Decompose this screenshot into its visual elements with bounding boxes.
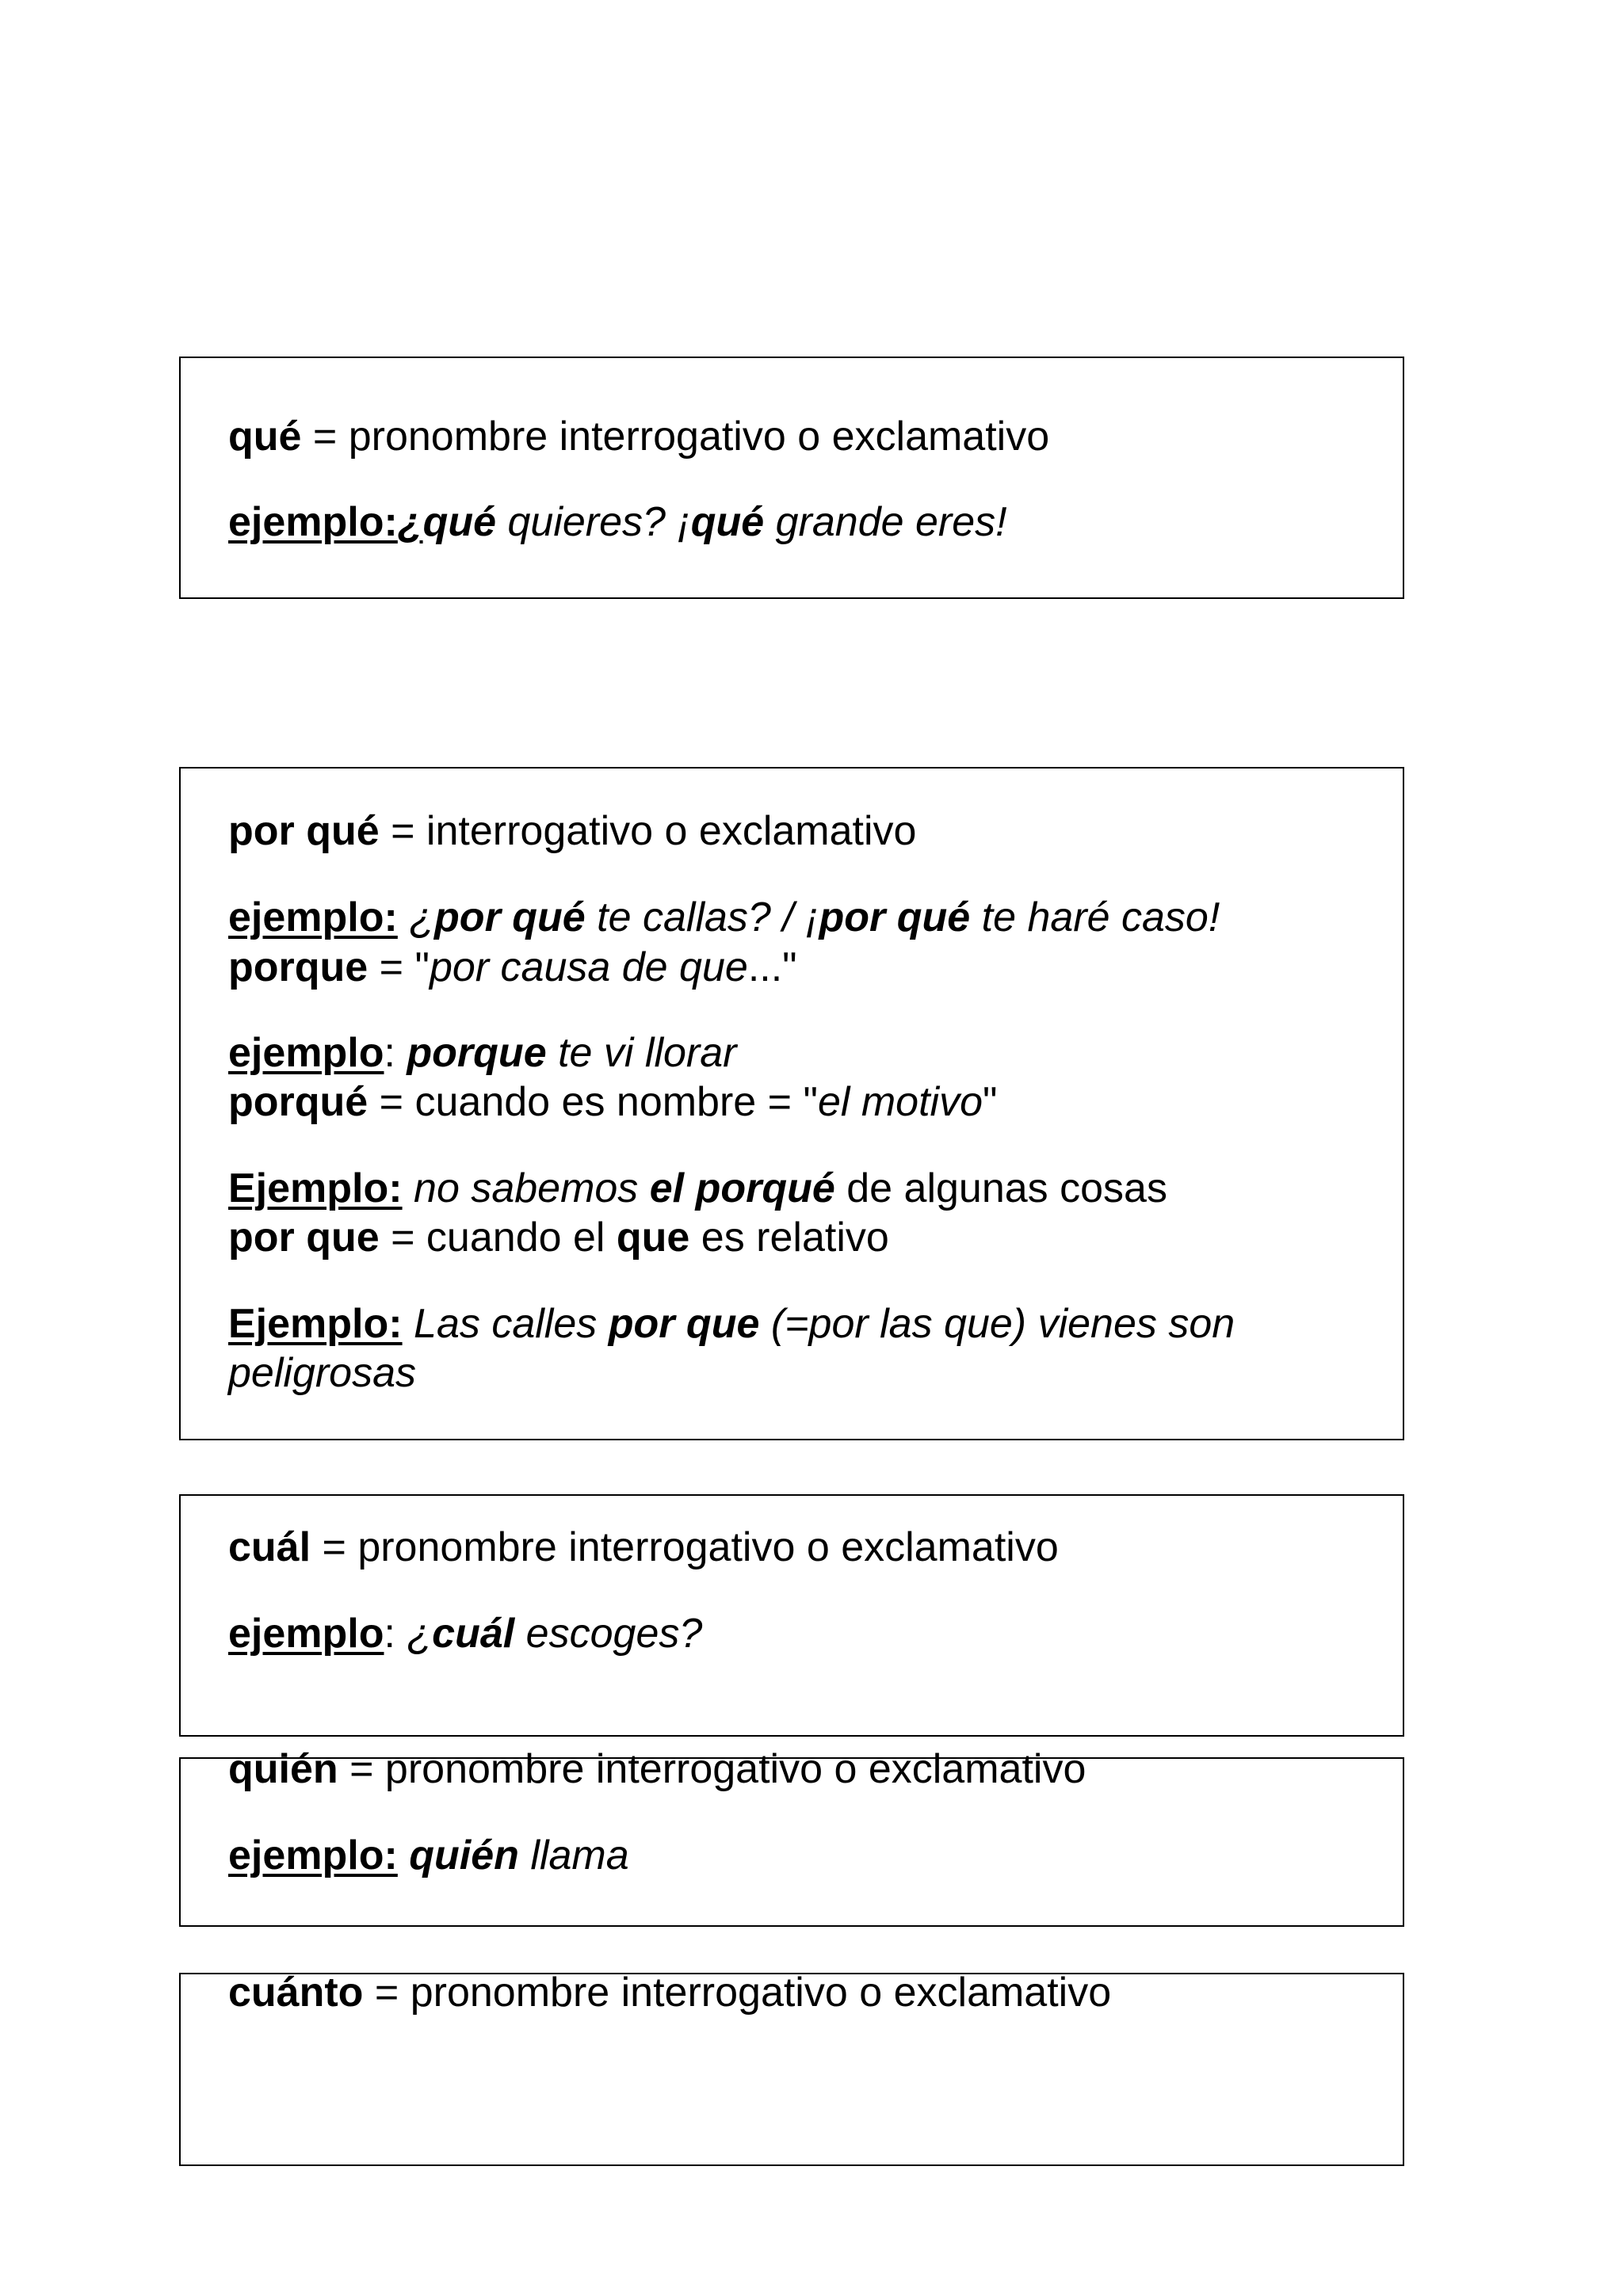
term-que: qué xyxy=(228,414,302,460)
example-mark: ¿ xyxy=(397,499,423,545)
que-definition xyxy=(228,412,1049,461)
example-keyword: por que xyxy=(608,1301,760,1347)
example-text: te vi llorar xyxy=(546,1030,737,1076)
example-text: grande eres! xyxy=(764,499,1007,545)
example-text: te haré caso! xyxy=(970,894,1220,940)
example-keyword: quién xyxy=(409,1833,519,1878)
definition-text: " xyxy=(983,1079,998,1125)
term-cuanto: cuánto xyxy=(228,1970,364,2016)
quien-example xyxy=(228,1831,629,1880)
por-que-example xyxy=(228,893,1220,942)
por-que-definition xyxy=(228,807,916,856)
example-label: Ejemplo: xyxy=(228,1301,403,1347)
porque-example xyxy=(228,1028,736,1077)
term-porque-noun: porqué xyxy=(228,1079,369,1125)
cual-example xyxy=(228,1609,702,1658)
example-label: ejemplo: xyxy=(228,894,398,940)
example-text: te callas? / ¡ xyxy=(585,894,819,940)
example-colon: : xyxy=(384,1611,407,1657)
cual-definition xyxy=(228,1523,1059,1572)
example-keyword: cuál xyxy=(432,1611,515,1657)
example-label: ejemplo: xyxy=(228,499,398,545)
definition-text: = pronombre interrogativo o exclamativo xyxy=(338,1746,1086,1792)
que-example xyxy=(228,498,1007,547)
example-text: ¿ xyxy=(397,894,435,940)
example-keyword: el porqué xyxy=(649,1165,835,1211)
porque-definition xyxy=(228,943,797,992)
example-keyword: qué xyxy=(690,499,765,545)
example-text: escoges? xyxy=(514,1611,703,1657)
example-label: ejemplo xyxy=(228,1611,384,1657)
term-cual: cuál xyxy=(228,1524,311,1570)
example-label: Ejemplo: xyxy=(228,1165,403,1211)
definition-text: = interrogativo o exclamativo xyxy=(379,808,917,854)
example-label: ejemplo xyxy=(228,1030,384,1076)
example-text: (=por las que) vienes son xyxy=(759,1301,1235,1347)
box-que xyxy=(179,357,1404,599)
term-por-que: por qué xyxy=(228,808,380,854)
definition-text: = pronombre interrogativo o exclamativo xyxy=(363,1970,1112,2016)
porque-noun-definition xyxy=(228,1077,997,1127)
term-por-que-rel: por que xyxy=(228,1215,380,1261)
porque-noun-example xyxy=(228,1164,1167,1213)
definition-meaning: por causa de que xyxy=(429,944,748,990)
cuanto-definition xyxy=(228,1968,1111,2017)
definition-text: es relativo xyxy=(689,1215,889,1261)
example-keyword: por qué xyxy=(434,894,586,940)
example-colon: : xyxy=(384,1030,407,1076)
term-quien: quién xyxy=(228,1746,338,1792)
quien-definition xyxy=(228,1745,1086,1794)
definition-text: = pronombre interrogativo o exclamativo xyxy=(311,1524,1059,1570)
definition-text: ..." xyxy=(747,944,797,990)
example-text: ¿ xyxy=(407,1611,433,1657)
example-text: llama xyxy=(518,1833,629,1878)
por-que-rel-example xyxy=(228,1299,1235,1348)
example-keyword: por qué xyxy=(819,894,971,940)
por-que-rel-example-continued: peligrosas xyxy=(228,1350,417,1396)
example-text: quieres? ¡ xyxy=(496,499,691,545)
definition-text: = " xyxy=(368,944,430,990)
example-text: no sabemos xyxy=(402,1165,650,1211)
example-text: Las calles xyxy=(402,1301,609,1347)
example-text xyxy=(398,1833,409,1878)
definition-meaning: el motivo xyxy=(817,1079,983,1125)
example-keyword: porque xyxy=(407,1030,547,1076)
definition-text: = cuando es nombre = " xyxy=(368,1079,818,1125)
definition-text: = pronombre interrogativo o exclamativo xyxy=(301,414,1050,460)
term-porque: porque xyxy=(228,944,369,990)
definition-text: = cuando el xyxy=(379,1215,617,1261)
example-text: de algunas cosas xyxy=(834,1165,1167,1211)
definition-keyword: que xyxy=(616,1215,690,1261)
example-keyword: qué xyxy=(422,499,497,545)
example-label: ejemplo: xyxy=(228,1833,398,1878)
por-que-rel-definition xyxy=(228,1213,889,1262)
